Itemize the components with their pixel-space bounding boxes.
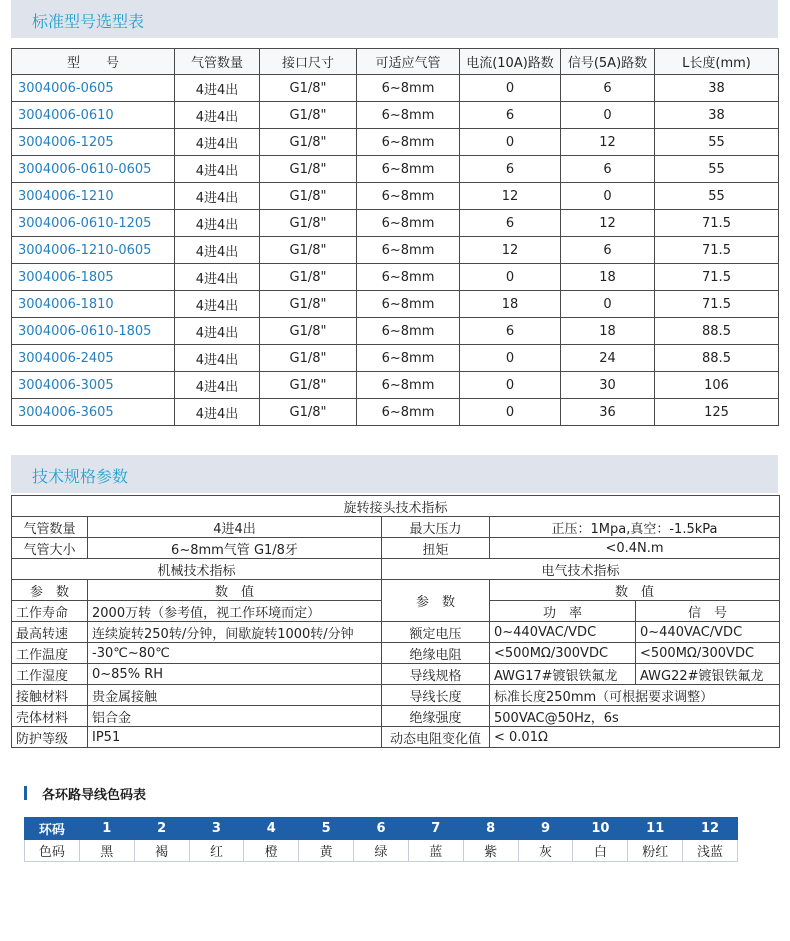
heading-marker: [24, 786, 27, 800]
table-cell: G1/8": [260, 102, 357, 129]
signal-header: 信 号: [636, 601, 780, 622]
table-cell: 6~8mm: [357, 399, 460, 426]
wire-color: 蓝: [408, 840, 463, 862]
mech-value: 连续旋转250转/分钟，间歇旋转1000转/分钟: [88, 622, 382, 643]
color-row: [25, 840, 738, 862]
table-cell: 18: [460, 291, 561, 318]
table-cell: 4进4出: [175, 237, 260, 264]
elec-power-value: 0~440VAC/VDC: [490, 622, 636, 643]
table-cell: 6~8mm: [357, 102, 460, 129]
model-number[interactable]: 3004006-1810: [12, 291, 175, 318]
column-header: 信号(5A)路数: [561, 49, 655, 75]
table-cell: 4进4出: [175, 291, 260, 318]
ring-number: 3: [189, 818, 244, 840]
elec-value-header: 数 值: [490, 580, 780, 601]
elec-power-value: AWG17#镀银铁氟龙: [490, 664, 636, 685]
mech-label: 工作温度: [12, 643, 88, 664]
table-cell: G1/8": [260, 183, 357, 210]
table-cell: 6~8mm: [357, 318, 460, 345]
table-row: [12, 399, 779, 426]
table-cell: G1/8": [260, 345, 357, 372]
elec-param-header: 参 数: [382, 580, 490, 622]
table-cell: 88.5: [655, 318, 779, 345]
table-cell: 4进4出: [175, 318, 260, 345]
table-cell: 0: [561, 183, 655, 210]
table-cell: 0: [460, 399, 561, 426]
table-cell: G1/8": [260, 291, 357, 318]
wire-color: 粉红: [628, 840, 683, 862]
elec-signal-value: AWG22#镀银铁氟龙: [636, 664, 780, 685]
model-number[interactable]: 3004006-1205: [12, 129, 175, 156]
column-header: 电流(10A)路数: [460, 49, 561, 75]
mech-label: 最高转速: [12, 622, 88, 643]
section-title: 标准型号选型表: [32, 12, 145, 31]
model-number[interactable]: 3004006-0605: [12, 75, 175, 102]
table-cell: 6: [460, 102, 561, 129]
mech-label: 壳体材料: [12, 706, 88, 727]
table-cell: 4进4出: [175, 345, 260, 372]
ring-number: 11: [628, 818, 683, 840]
table-row: [12, 291, 779, 318]
table-row: [12, 237, 779, 264]
table-cell: 4进4出: [175, 399, 260, 426]
table-cell: 24: [561, 345, 655, 372]
table-cell: 38: [655, 102, 779, 129]
elec-signal-value: <500MΩ/300VDC: [636, 643, 780, 664]
table-cell: G1/8": [260, 156, 357, 183]
table-cell: 4进4出: [175, 129, 260, 156]
column-header: 型 号: [12, 49, 175, 75]
table-cell: 36: [561, 399, 655, 426]
wire-color: 黄: [299, 840, 354, 862]
torque-value: <0.4N.m: [490, 538, 780, 559]
table-cell: 12: [460, 237, 561, 264]
rotary-title: 旋转接头技术指标: [12, 496, 780, 517]
ring-number: 5: [299, 818, 354, 840]
ring-number: 4: [244, 818, 299, 840]
table-cell: G1/8": [260, 237, 357, 264]
table-cell: G1/8": [260, 318, 357, 345]
model-number[interactable]: 3004006-3005: [12, 372, 175, 399]
mech-label: 工作寿命: [12, 601, 88, 622]
table-cell: 0: [460, 264, 561, 291]
ring-label: 环码: [25, 818, 80, 840]
ring-number: 6: [354, 818, 409, 840]
wire-color: 紫: [463, 840, 518, 862]
table-cell: 6~8mm: [357, 183, 460, 210]
table-cell: 6~8mm: [357, 156, 460, 183]
table-row: [12, 156, 779, 183]
table-cell: 6: [460, 156, 561, 183]
table-cell: 6: [561, 237, 655, 264]
table-cell: 71.5: [655, 291, 779, 318]
tech-spec-table: [11, 495, 780, 748]
color-code-table: [24, 817, 738, 862]
table-cell: 12: [561, 129, 655, 156]
ring-number: 1: [79, 818, 134, 840]
table-row: [12, 75, 779, 102]
table-cell: 12: [561, 210, 655, 237]
mech-title: 机械技术指标: [12, 559, 382, 580]
table-cell: 71.5: [655, 264, 779, 291]
mech-value: 铝合金: [88, 706, 382, 727]
table-cell: 55: [655, 156, 779, 183]
column-header: 气管数量: [175, 49, 260, 75]
table-row: [12, 318, 779, 345]
elec-label: 绝缘电阻: [382, 643, 490, 664]
wire-color: 绿: [354, 840, 409, 862]
model-number[interactable]: 3004006-2405: [12, 345, 175, 372]
model-number[interactable]: 3004006-0610-1805: [12, 318, 175, 345]
ring-number: 12: [683, 818, 738, 840]
table-cell: 4进4出: [175, 102, 260, 129]
table-cell: 6~8mm: [357, 237, 460, 264]
column-header: L长度(mm): [655, 49, 779, 75]
table-cell: G1/8": [260, 372, 357, 399]
table-cell: 106: [655, 372, 779, 399]
wire-color: 黑: [79, 840, 134, 862]
tube-count-label: 气管数量: [12, 517, 88, 538]
elec-label: 额定电压: [382, 622, 490, 643]
mech-value-header: 数 值: [88, 580, 382, 601]
mech-label: 接触材料: [12, 685, 88, 706]
model-selection-table: [11, 48, 779, 426]
table-cell: 6: [460, 210, 561, 237]
model-number[interactable]: 3004006-0610-0605: [12, 156, 175, 183]
table-row: [12, 210, 779, 237]
ring-row: [25, 818, 738, 840]
tube-size-label: 气管大小: [12, 538, 88, 559]
table-cell: 55: [655, 129, 779, 156]
table-cell: 4进4出: [175, 210, 260, 237]
model-number[interactable]: 3004006-1805: [12, 264, 175, 291]
wire-color: 红: [189, 840, 244, 862]
elec-signal-value: 0~440VAC/VDC: [636, 622, 780, 643]
table-cell: 4进4出: [175, 75, 260, 102]
table-cell: 6~8mm: [357, 129, 460, 156]
wire-color: 白: [573, 840, 628, 862]
elec-power-value: <500MΩ/300VDC: [490, 643, 636, 664]
wire-color: 灰: [518, 840, 573, 862]
table-cell: G1/8": [260, 399, 357, 426]
elec-title: 电气技术指标: [382, 559, 780, 580]
table-cell: 0: [561, 102, 655, 129]
table-cell: 6~8mm: [357, 372, 460, 399]
mech-label: 防护等级: [12, 727, 88, 748]
table-cell: 6: [561, 156, 655, 183]
table-cell: 6: [561, 75, 655, 102]
ring-number: 10: [573, 818, 628, 840]
table-cell: G1/8": [260, 75, 357, 102]
section-header-model-selection: [11, 0, 778, 38]
table-row: [12, 264, 779, 291]
color-label: 色码: [25, 840, 80, 862]
elec-label: 导线长度: [382, 685, 490, 706]
power-header: 功 率: [490, 601, 636, 622]
table-cell: 6~8mm: [357, 291, 460, 318]
section-header-tech-specs: [11, 455, 778, 493]
mech-param-header: 参 数: [12, 580, 88, 601]
table-cell: G1/8": [260, 264, 357, 291]
table-cell: G1/8": [260, 129, 357, 156]
tube-size-value: 6~8mm气管 G1/8牙: [88, 538, 382, 559]
model-number[interactable]: 3004006-0610: [12, 102, 175, 129]
table-cell: 71.5: [655, 237, 779, 264]
table-header-row: [12, 49, 779, 75]
table-cell: 71.5: [655, 210, 779, 237]
ring-number: 9: [518, 818, 573, 840]
mech-value: 2000万转（参考值，视工作环境而定）: [88, 601, 382, 622]
elec-merged-value: 标准长度250mm（可根据要求调整）: [490, 685, 780, 706]
elec-label: 导线规格: [382, 664, 490, 685]
table-cell: 0: [460, 345, 561, 372]
model-number[interactable]: 3004006-3605: [12, 399, 175, 426]
table-cell: 4进4出: [175, 156, 260, 183]
model-number[interactable]: 3004006-1210: [12, 183, 175, 210]
color-code-title: 各环路导线色码表: [42, 788, 147, 803]
table-row: [12, 372, 779, 399]
ring-number: 2: [134, 818, 189, 840]
table-cell: 4进4出: [175, 264, 260, 291]
table-cell: 0: [561, 291, 655, 318]
wire-color: 橙: [244, 840, 299, 862]
table-cell: 0: [460, 75, 561, 102]
table-row: [12, 345, 779, 372]
wire-color: 褐: [134, 840, 189, 862]
ring-number: 8: [463, 818, 518, 840]
table-cell: 55: [655, 183, 779, 210]
mech-value: IP51: [88, 727, 382, 748]
table-cell: 0: [460, 372, 561, 399]
mech-value: -30℃~80℃: [88, 643, 382, 664]
table-cell: 125: [655, 399, 779, 426]
table-cell: 38: [655, 75, 779, 102]
table-cell: 6: [460, 318, 561, 345]
mech-value: 贵金属接触: [88, 685, 382, 706]
table-row: [12, 129, 779, 156]
table-cell: 0: [460, 129, 561, 156]
table-cell: 18: [561, 264, 655, 291]
table-row: [12, 102, 779, 129]
table-cell: 88.5: [655, 345, 779, 372]
elec-label: 动态电阻变化值: [382, 727, 490, 748]
column-header: 接口尺寸: [260, 49, 357, 75]
elec-label: 绝缘强度: [382, 706, 490, 727]
table-cell: 6~8mm: [357, 210, 460, 237]
table-cell: 4进4出: [175, 183, 260, 210]
table-cell: G1/8": [260, 210, 357, 237]
table-cell: 6~8mm: [357, 75, 460, 102]
elec-merged-value: < 0.01Ω: [490, 727, 780, 748]
table-cell: 4进4出: [175, 372, 260, 399]
elec-merged-value: 500VAC@50Hz，6s: [490, 706, 780, 727]
max-pressure-value: 正压：1Mpa,真空：-1.5kPa: [490, 517, 780, 538]
mech-label: 工作湿度: [12, 664, 88, 685]
mech-value: 0~85% RH: [88, 664, 382, 685]
table-cell: 30: [561, 372, 655, 399]
tube-count-value: 4进4出: [88, 517, 382, 538]
table-cell: 6~8mm: [357, 345, 460, 372]
ring-number: 7: [408, 818, 463, 840]
wire-color: 浅蓝: [683, 840, 738, 862]
table-row: [12, 183, 779, 210]
section-title: 技术规格参数: [32, 467, 129, 486]
table-cell: 12: [460, 183, 561, 210]
model-number[interactable]: 3004006-0610-1205: [12, 210, 175, 237]
model-number[interactable]: 3004006-1210-0605: [12, 237, 175, 264]
table-cell: 6~8mm: [357, 264, 460, 291]
torque-label: 扭矩: [382, 538, 490, 559]
table-cell: 18: [561, 318, 655, 345]
column-header: 可适应气管: [357, 49, 460, 75]
max-pressure-label: 最大压力: [382, 517, 490, 538]
